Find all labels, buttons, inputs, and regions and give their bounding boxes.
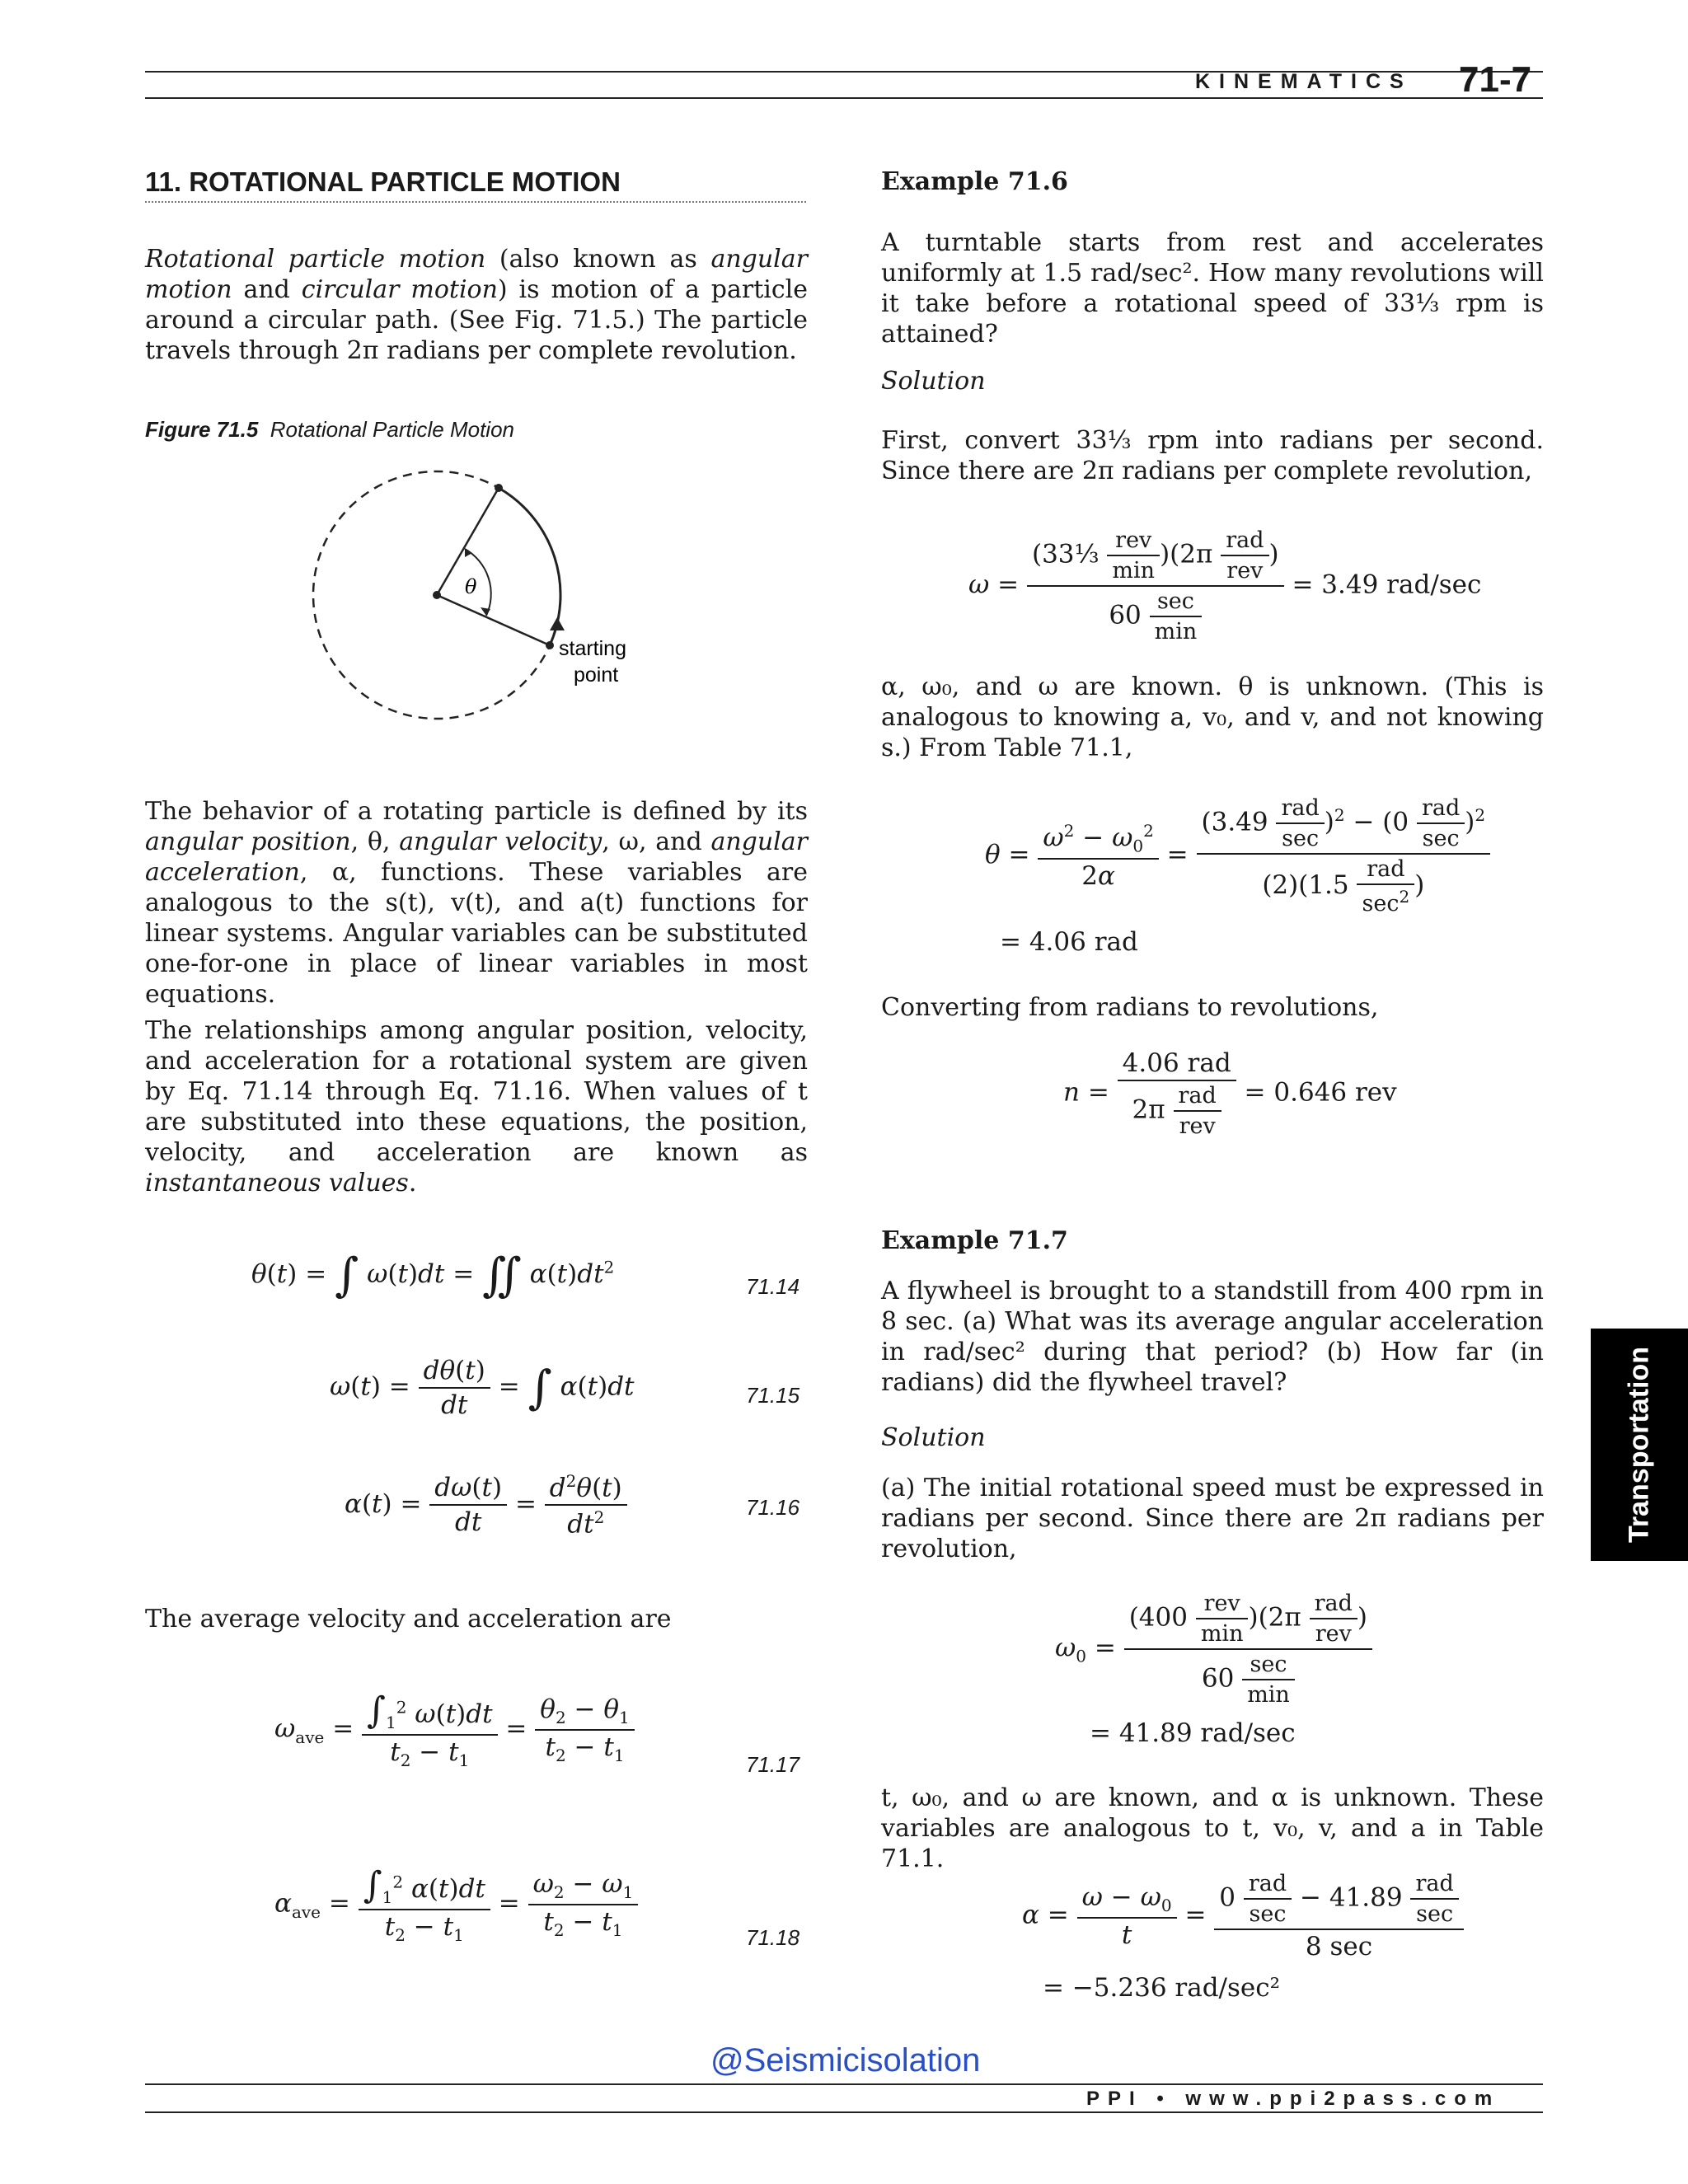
equation-71-16: α(t) = $\frac{d\omega(t)}{dt}$ = $\frac{d^2\theta(t)}{dt^2}$ bbox=[345, 1471, 627, 1540]
equation-71-14: θ(t) = ∫ ω(t)dt = ∬ $\alpha(t)dt^2$ bbox=[251, 1249, 615, 1302]
center-point bbox=[433, 591, 441, 599]
example-71-6-heading: Example 71.6 bbox=[881, 167, 1068, 196]
figure-caption: Figure 71.5 Rotational Particle Motion bbox=[145, 417, 514, 442]
start-dot bbox=[546, 641, 554, 649]
eq-label-71-17: 71.17 bbox=[746, 1752, 800, 1777]
example-71-7-problem: A flywheel is brought to a standstill from 400 rpm in 8 sec. (a) What was its average angular acceleration in rad/sec² during that period? (b) How far (in radians) did the flywheel travel? bbox=[881, 1277, 1544, 1397]
example-71-6-step1: First, convert 33⅓ rpm into radians per second. Since there are 2π radians per complete revolution, bbox=[881, 426, 1544, 485]
eq-label-71-15: 71.15 bbox=[746, 1383, 800, 1408]
revolutions-result: = 0.646 rev bbox=[1244, 1077, 1397, 1108]
equation-71-18: $\alpha_{ave}$ = $\frac{\int_1^2 \alpha(t)dt}{t_2 - t_1}$ = $\frac{\omega_2 - \omega_1}{t_2 - t_1}$ bbox=[274, 1864, 638, 1945]
page-number: 71-7 bbox=[1459, 59, 1532, 100]
example-71-6-step3: Converting from radians to revolutions, bbox=[881, 993, 1379, 1022]
footer-rule-bottom bbox=[145, 2111, 1543, 2113]
example-71-7-step1: (a) The initial rotational speed must be expressed in radians per second. Since there are 2π radians per revolution, bbox=[881, 1474, 1544, 1563]
starting-label-2: point bbox=[574, 663, 619, 687]
behavior-paragraph: The behavior of a rotating particle is defined by its angular position, θ, angular velocity, ω, and angular acceleration, α, functions. These variables are analogous to the s(t), v(t), and a(t) functions for linear systems. Angular variables can be substituted one-for-one in place of linear variables in most equations. bbox=[145, 797, 808, 1009]
theta-equation: θ = $\frac{\omega^2 - \omega_0^2}{2\alpha}$ = (3.49 $\frac{\text{rad}}{\sec}$ )$^2$ − (0 $\frac{\text{rad}}{\sec}$ )$^2$ (2)(1.5 $\frac{\text{rad}}{\sec^2}$ ) bbox=[985, 795, 1490, 916]
equation-71-15: ω(t) = $\frac{d\theta(t)}{dt}$ = ∫ α(t)dt bbox=[330, 1356, 635, 1420]
theta-label: θ bbox=[465, 575, 477, 598]
example-71-7-step2: t, ω₀, and ω are known, and α is unknown. These variables are analogous to t, v₀, v, and a in Table 71.1. bbox=[881, 1783, 1544, 1873]
eq-label-71-14: 71.14 bbox=[746, 1274, 800, 1299]
radius-start bbox=[437, 595, 550, 645]
example-71-6-problem: A turntable starts from rest and accelerates uniformly at 1.5 rad/sec². How many revolutions will it take before a rotational speed of 33⅓ rpm is attained? bbox=[881, 228, 1544, 349]
omega0-result: = 41.89 rad/sec bbox=[1090, 1718, 1296, 1748]
watermark: @Seismicisolation bbox=[710, 2042, 981, 2079]
theta-result: = 4.06 rad bbox=[1000, 927, 1138, 957]
relationships-paragraph: The relationships among angular position, velocity, and acceleration for a rotational system are given by Eq. 71.14 through Eq. 71.16. When values of t are substituted into these equations, the position, velocity, and acceleration are known as instantaneous values. bbox=[145, 1016, 808, 1197]
header-rule-bottom bbox=[145, 97, 1543, 99]
eq-label-71-18: 71.18 bbox=[746, 1925, 800, 1950]
angle-arrowhead bbox=[465, 549, 472, 557]
omega0-equation: $\omega_0$ = (400 $\frac{\text{rev}}{\min}$ )(2π $\frac{\text{rad}}{\text{rev}}$ ) 60 $\frac{\sec}{\min}$ bbox=[1055, 1591, 1372, 1708]
section-title-underline bbox=[145, 201, 806, 203]
equation-71-17: $\omega_{ave}$ = $\frac{\int_1^2 \omega(t)dt}{t_2 - t_1}$ = $\frac{\theta_2 - \theta_1}{t_2 - t_1}$ bbox=[274, 1690, 635, 1770]
swept-arc bbox=[499, 488, 560, 645]
starting-label-1: starting bbox=[559, 637, 626, 660]
average-text: The average velocity and acceleration are bbox=[145, 1605, 672, 1633]
section-tab bbox=[1591, 1329, 1688, 1561]
rotational-motion-figure bbox=[297, 466, 643, 738]
eq-label-71-16: 71.16 bbox=[746, 1495, 800, 1520]
particle-dot bbox=[495, 484, 503, 492]
running-header: KINEMATICS bbox=[1195, 70, 1413, 93]
omega-result: = 3.49 rad/sec bbox=[1292, 569, 1482, 600]
section-tab-label: Transportation bbox=[1623, 1346, 1655, 1544]
section-title: 11. ROTATIONAL PARTICLE MOTION bbox=[145, 166, 621, 197]
alpha-equation: α = $\frac{\omega - \omega_0}{t}$ = 0 $\frac{\text{rad}}{\sec}$ − 41.89 $\frac{\text{rad}}{\sec}$ 8 sec bbox=[1022, 1871, 1464, 1961]
footer-text: PPI • www.ppi2pass.com bbox=[1086, 2088, 1501, 2110]
revolutions-equation: n = 4.06 rad 2π $\frac{\text{rad}}{\text{rev}}$ = 0.646 rev bbox=[1063, 1048, 1397, 1139]
alpha-result: = −5.236 rad/sec² bbox=[1043, 1973, 1281, 2003]
footer-rule-top bbox=[145, 2083, 1543, 2085]
direction-arrowhead bbox=[550, 617, 565, 630]
example-71-7-heading: Example 71.7 bbox=[881, 1226, 1068, 1255]
intro-paragraph: Rotational particle motion (also known as angular motion and circular motion) is motion of a particle around a circular path. (See Fig. 71.5.) The particle travels through 2π radians per complete revolution. bbox=[145, 245, 808, 365]
example-71-7-solution-label: Solution bbox=[881, 1423, 986, 1452]
omega-conversion-equation: ω = (33⅓ $\frac{\text{rev}}{\min}$ )(2π $\frac{\text{rad}}{\text{rev}}$ ) 60 $\frac{\sec}{\min}$ = 3.49 rad/sec bbox=[968, 527, 1482, 644]
example-71-6-step2: α, ω₀, and ω are known. θ is unknown. (This is analogous to knowing a, v₀, and v, and not knowing s.) From Table 71.1, bbox=[881, 673, 1544, 762]
example-71-6-solution-label: Solution bbox=[881, 367, 986, 396]
